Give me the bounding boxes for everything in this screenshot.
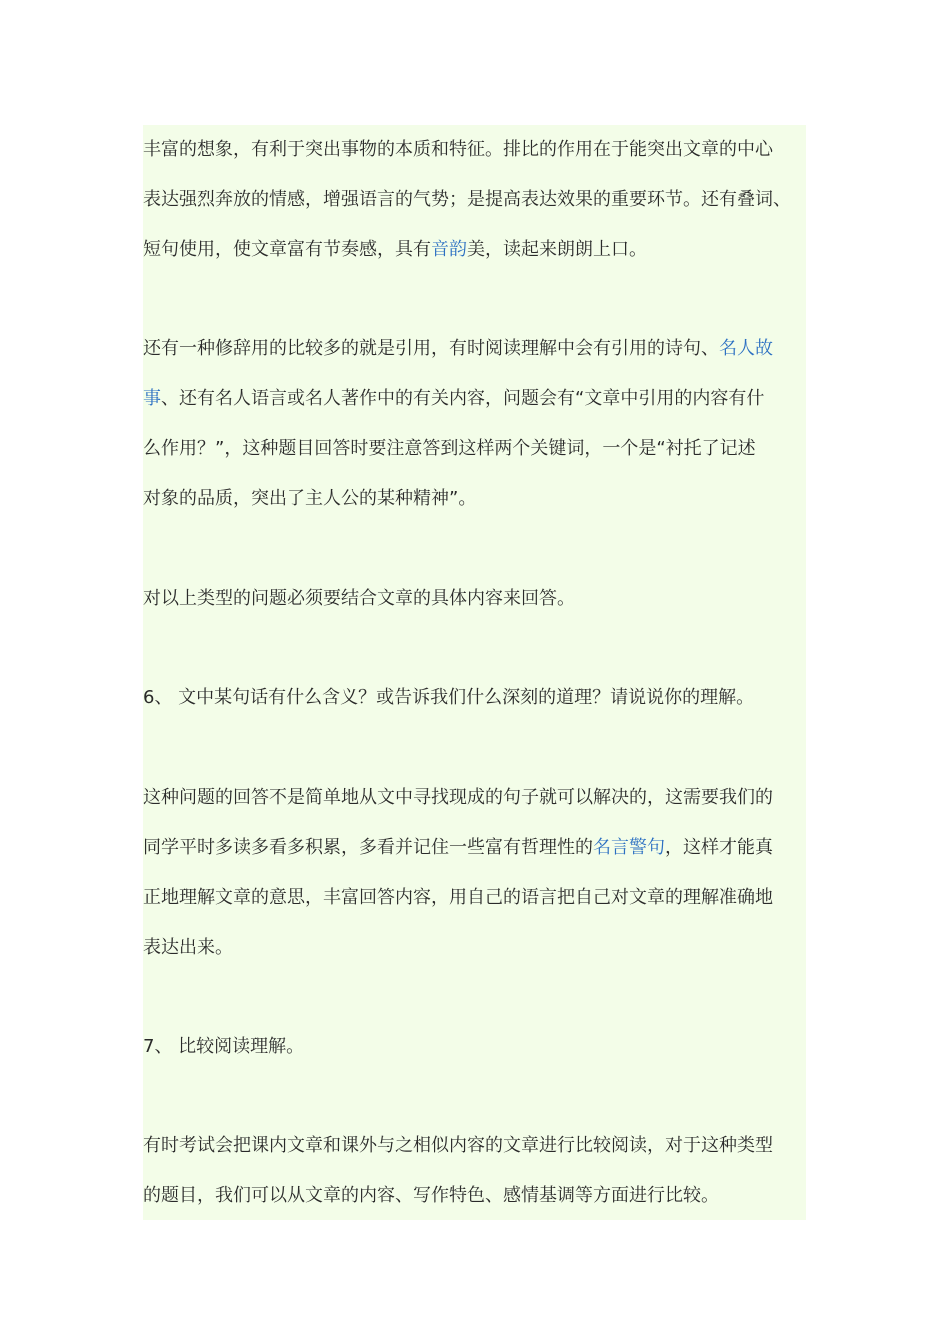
text-segment: 6、 文中某句话有什么含义？或告诉我们什么深刻的道理？请说说你的理解。 bbox=[143, 687, 755, 708]
text-segment: ，这样才能真 bbox=[665, 837, 773, 858]
text-segment: 美，读起来朗朗上口。 bbox=[467, 239, 647, 260]
text-segment: 这种问题的回答不是简单地从文中寻找现成的句子就可以解决的，这需要我们的 bbox=[143, 787, 773, 808]
paragraph-line bbox=[143, 785, 806, 811]
text-segment: 有时考试会把课内文章和课外与之相似内容的文章进行比较阅读，对于这种类型 bbox=[143, 1135, 773, 1156]
paragraph-line bbox=[143, 386, 806, 412]
text-segment: 7、 比较阅读理解。 bbox=[143, 1036, 305, 1057]
paragraph-line bbox=[143, 187, 806, 213]
text-segment: 对以上类型的问题必须要结合文章的具体内容来回答。 bbox=[143, 588, 575, 609]
paragraph-line bbox=[143, 237, 806, 263]
paragraph-line bbox=[143, 486, 806, 512]
question-heading-7 bbox=[143, 1034, 806, 1060]
question-heading-6 bbox=[143, 685, 806, 711]
text-segment: 表达出来。 bbox=[143, 937, 233, 958]
text-segment: 么作用？”，这种题目回答时要注意答到这样两个关键词，一个是“衬托了记述 bbox=[143, 438, 756, 459]
text-segment: 、还有名人语言或名人著作中的有关内容，问题会有“文章中引用的内容有什 bbox=[161, 388, 765, 409]
paragraph-line bbox=[143, 1183, 806, 1209]
paragraph-line bbox=[143, 586, 806, 612]
paragraph-line bbox=[143, 935, 806, 961]
text-segment: 短句使用，使文章富有节奏感，具有 bbox=[143, 239, 431, 260]
text-segment: 丰富的想象，有利于突出事物的本质和特征。排比的作用在于能突出文章的中心 bbox=[143, 139, 773, 160]
text-segment: 同学平时多读多看多积累，多看并记住一些富有哲理性的 bbox=[143, 837, 593, 858]
text-segment: 对象的品质，突出了主人公的某种精神”。 bbox=[143, 488, 477, 509]
paragraph-line bbox=[143, 336, 806, 362]
paragraph-line bbox=[143, 835, 806, 861]
paragraph-line bbox=[143, 885, 806, 911]
highlighted-text-block bbox=[143, 125, 806, 1220]
text-segment: 正地理解文章的意思，丰富回答内容，用自己的语言把自己对文章的理解准确地 bbox=[143, 887, 773, 908]
text-segment: 的题目，我们可以从文章的内容、写作特色、感情基调等方面进行比较。 bbox=[143, 1185, 719, 1206]
paragraph-line bbox=[143, 1133, 806, 1159]
text-segment: 表达强烈奔放的情感，增强语言的气势；是提高表达效果的重要环节。还有叠词、 bbox=[143, 189, 791, 210]
link-yinyun[interactable]: 音韵 bbox=[431, 239, 467, 260]
paragraph-line bbox=[143, 436, 806, 462]
link-mingren-gushi-cont[interactable]: 事 bbox=[143, 388, 161, 409]
text-segment: 还有一种修辞用的比较多的就是引用，有时阅读理解中会有引用的诗句、 bbox=[143, 338, 719, 359]
link-mingyan-jingju[interactable]: 名言警句 bbox=[593, 837, 665, 858]
link-mingren-gushi[interactable]: 名人故 bbox=[719, 338, 773, 359]
paragraph-line bbox=[143, 137, 806, 163]
